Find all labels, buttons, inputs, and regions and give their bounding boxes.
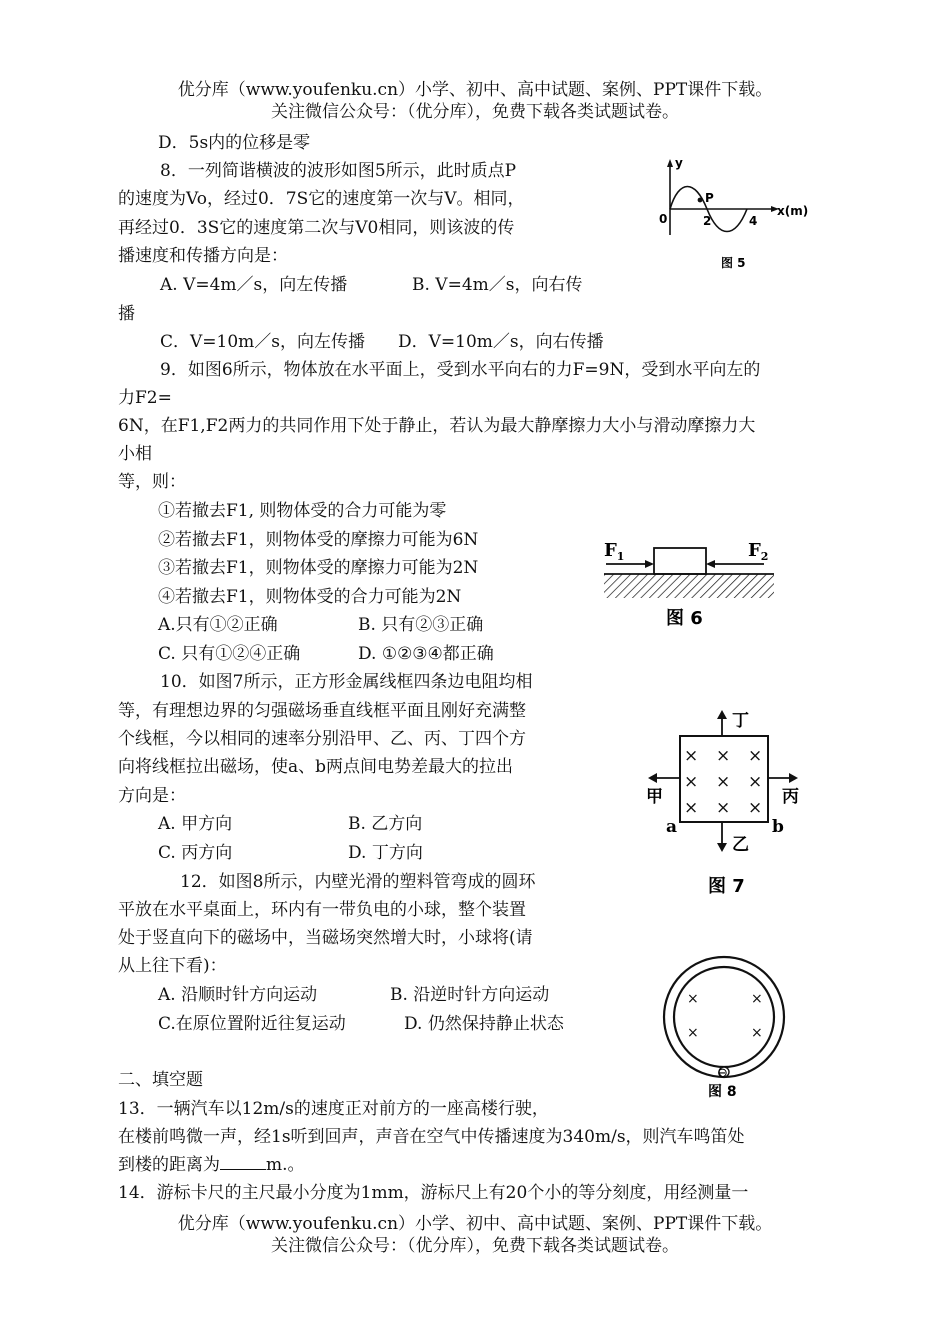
fig7-cross: × (748, 772, 763, 792)
q9-option-d: D. ①②③④都正确 (358, 644, 494, 664)
q13-unit: m.。 (266, 1155, 305, 1175)
q10-line-1: 10．如图7所示，正方形金属线框四条边电阻均相 (160, 672, 533, 692)
q8-line-1: 8．一列简谐横波的波形如图5所示，此时质点P (160, 161, 517, 181)
q9-option-c: C. 只有①②④正确 (158, 644, 301, 664)
header-line-1: 优分库（www.youfenku.cn）小学、初中、高中试题、案例、PPT课件下载。 (177, 80, 773, 100)
fig6-f2-label: $F_2$ (748, 540, 769, 563)
q12-option-b: B. 沿逆时针方向运动 (390, 985, 550, 1005)
q8-line-3: 再经过0．3S它的速度第二次与V0相同，则该波的传 (118, 218, 515, 238)
q13-answer-blank (220, 1155, 266, 1170)
fig8-ball-charge: ⊖ (717, 1066, 728, 1081)
footer-line-1: 优分库（www.youfenku.cn）小学、初中、高中试题、案例、PPT课件下载。 (177, 1214, 773, 1234)
q12-option-c: C.在原位置附近往复运动 (158, 1014, 346, 1034)
fig5-y-arrow (667, 159, 673, 167)
q8-line-2: 的速度为Vo，经过0．7S它的速度第一次与V。相同， (118, 189, 525, 209)
fig7-caption: 图 7 (708, 876, 745, 897)
q8-option-b: B. V=4m／s，向右传 (412, 275, 583, 295)
fig5-point-label: P (705, 191, 714, 205)
q12-line-4: 从上往下看)： (118, 956, 227, 976)
fig7-label-yi: 乙 (732, 835, 749, 855)
q10-line-5: 方向是： (118, 786, 186, 806)
q10-line-3: 个线框，今以相同的速率分别沿甲、乙、丙、丁四个方 (118, 729, 526, 749)
q10-line-4: 向将线框拉出磁场，使a、b两点间电势差最大的拉出 (118, 757, 514, 777)
q7-option-d: D．5s内的位移是零 (158, 133, 311, 153)
q12-line-3: 处于竖直向下的磁场中，当磁场突然增大时，小球将(请 (118, 928, 533, 948)
header-line-2: 关注微信公众号：（优分库），免费下载各类试题试卷。 (271, 102, 679, 122)
fig7-cross: × (684, 798, 699, 818)
fig7-cross: × (748, 746, 763, 766)
fig7-label-jia: 甲 (646, 787, 663, 807)
fig7-label-b: b (772, 817, 784, 837)
q10-option-d: D. 丁方向 (348, 843, 423, 863)
fig6-block (654, 548, 706, 574)
fig7-label-a: a (666, 817, 678, 837)
fig7-cross: × (684, 746, 699, 766)
fig8-cross: × (687, 1025, 699, 1041)
figure-7 (640, 700, 810, 900)
q10-option-b: B. 乙方向 (348, 814, 423, 834)
figure-6 (598, 530, 788, 635)
fig6-caption: 图 6 (666, 608, 703, 629)
fig7-label-bing: 丙 (782, 787, 799, 807)
figure-8 (650, 955, 810, 1100)
q12-option-d: D. 仍然保持静止状态 (404, 1014, 564, 1034)
fig7-label-ding: 丁 (732, 711, 749, 731)
q13-line-3-text: 到楼的距离为 (118, 1155, 220, 1175)
fig5-point-p (698, 198, 703, 203)
fig8-cross: × (751, 1025, 763, 1041)
q8-line-4: 播速度和传播方向是： (118, 246, 288, 266)
q9-statement-1: ①若撤去F1, 则物体受的合力可能为零 (158, 501, 447, 521)
fig7-cross: × (684, 772, 699, 792)
fig5-tick-2: 2 (703, 214, 712, 228)
q13-line-1: 13．一辆汽车以12m/s的速度正对前方的一座高楼行驶， (118, 1099, 549, 1119)
q9-statement-3: ③若撤去F1，则物体受的摩擦力可能为2N (158, 558, 479, 578)
fig5-caption: 图 5 (721, 256, 746, 270)
fig8-cross: × (687, 991, 699, 1007)
q9-line-3: 6N，在F1,F2两力的共同作用下处于静止，若认为最大静摩擦力大小与滑动摩擦力大 (118, 416, 756, 436)
fig7-cross: × (716, 798, 731, 818)
q8-option-d: D．V=10m／s，向右传播 (398, 332, 604, 352)
q8-option-c: C．V=10m／s，向左传播 (160, 332, 366, 352)
q12-line-1: 12．如图8所示，内壁光滑的塑料管弯成的圆环 (180, 872, 536, 892)
fig8-caption: 图 8 (708, 1084, 737, 1100)
fig5-origin: 0 (659, 212, 668, 226)
figure-5 (655, 155, 815, 275)
q8-option-b-cont: 播 (118, 304, 135, 324)
q8-option-a: A. V=4m／s，向左传播 (160, 275, 348, 295)
fig6-f1-label: $F_1$ (604, 540, 625, 563)
fig5-tick-4: 4 (749, 214, 758, 228)
q10-option-a: A. 甲方向 (158, 814, 233, 834)
fig8-outer-ring (664, 957, 784, 1077)
fig7-cross: × (748, 798, 763, 818)
footer-line-2: 关注微信公众号：（优分库），免费下载各类试题试卷。 (271, 1236, 679, 1256)
q9-line-4: 小相 (118, 444, 152, 464)
q12-line-2: 平放在水平桌面上，环内有一带负电的小球，整个装置 (118, 900, 526, 920)
fig7-cross: × (716, 746, 731, 766)
q13-line-3 (118, 1153, 305, 1177)
fig8-cross: × (751, 991, 763, 1007)
fig5-y-label: y (675, 156, 683, 170)
q12-option-a: A. 沿顺时针方向运动 (158, 985, 318, 1005)
q9-line-2: 力F2= (118, 388, 172, 408)
q9-statement-4: ④若撤去F1，则物体受的合力可能为2N (158, 587, 462, 607)
section-2-title: 二、填空题 (118, 1070, 203, 1090)
fig8-inner-ring (674, 967, 774, 1067)
q9-line-1: 9．如图6所示，物体放在水平面上，受到水平向右的力F=9N，受到水平向左的 (160, 360, 761, 380)
q10-option-c: C. 丙方向 (158, 843, 233, 863)
fig7-cross: × (716, 772, 731, 792)
q14-line-1: 14．游标卡尺的主尺最小分度为1mm，游标尺上有20个小的等分刻度，用经测量一 (118, 1183, 749, 1203)
q9-line-5: 等，则： (118, 472, 186, 492)
q9-statement-2: ②若撤去F1，则物体受的摩擦力可能为6N (158, 530, 479, 550)
q13-line-2: 在楼前鸣微一声，经1s听到回声，声音在空气中传播速度为340m/s，则汽车鸣笛处 (118, 1127, 745, 1147)
q9-option-a: A.只有①②正确 (158, 615, 278, 635)
fig5-x-label: x(m) (777, 204, 809, 218)
q9-option-b: B. 只有②③正确 (358, 615, 484, 635)
fig6-ground (604, 574, 774, 598)
q10-line-2: 等，有理想边界的匀强磁场垂直线框平面且刚好充满整 (118, 701, 526, 721)
